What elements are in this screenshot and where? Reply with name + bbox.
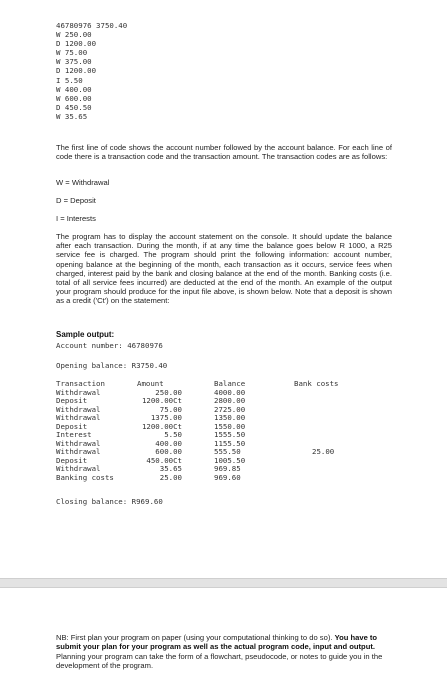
input-line: W 600.00: [56, 93, 92, 103]
input-line: D 1200.00: [56, 39, 97, 49]
input-line: D 1200.00: [56, 66, 97, 76]
nb-bold: You have to submit your plan for your program as well as the actual program code, input and output.: [56, 633, 378, 652]
input-line: W 375.00: [56, 57, 92, 67]
input-file-listing: [56, 21, 127, 121]
code-withdrawal: W = Withdrawal: [56, 178, 110, 187]
amount-column: [134, 379, 182, 482]
amount-cell: 1375.00: [150, 413, 182, 423]
input-line: W 400.00: [56, 84, 92, 94]
bank-cost-cell: [294, 413, 339, 422]
bank-costs-column: [294, 379, 339, 482]
transaction-cell: Withdrawal: [56, 387, 101, 397]
bank-cost-cell: [294, 456, 339, 465]
input-line: W 250.00: [56, 30, 92, 40]
opening-balance-line: Opening balance: R3750.40: [56, 361, 168, 370]
balance-cell: 1350.00: [214, 413, 246, 423]
balance-cell: 969.85: [214, 464, 241, 474]
input-line: I 5.50: [56, 75, 83, 85]
transaction-cell: Deposit: [56, 421, 88, 431]
description-paragraph: The first line of code shows the account number followed by the account balance. For each line of code there is a transaction code and the transaction amount. The transaction codes are as follows:: [56, 143, 392, 162]
bank-cost-cell: [294, 430, 339, 439]
input-line: 46780976 3750.40: [56, 21, 128, 30]
balance-cell: 1155.50: [214, 438, 246, 448]
transaction-cell: Interest: [56, 430, 92, 440]
balance-cell: 2725.00: [214, 404, 246, 414]
transaction-column: [56, 379, 114, 482]
balance-cell: 4000.00: [214, 387, 246, 397]
page-two: [0, 588, 447, 700]
bank-cost-cell: [294, 464, 339, 473]
amount-cell: 400.00: [155, 438, 182, 448]
closing-balance-line: Closing balance: R969.60: [56, 497, 163, 506]
amount-cell: 35.65: [159, 464, 182, 474]
program-paragraph: The program has to display the account statement on the console. It should update the balance after each transaction. During the month, if at any time the balance goes below R 1000, a R25 service fee is charged. The program should print the following information: account number, opening balance at the beginning of the month, each transaction as it occurs, service fees when charged, interest paid by the bank and closing balance at the end of the month. Banking costs (i.e. total of all service fees incurred) are deducted at the end of the month. An example of the output your program should produce for the input file above, is shown below. Note that a deposit is shown as a credit ('Ct') on the statement:: [56, 232, 392, 306]
input-line: W 35.65: [56, 111, 88, 121]
nb-prefix: NB: First plan your program on paper (using your computational thinking to do so).: [56, 633, 333, 642]
header-transaction: Transaction: [56, 379, 105, 388]
code-interest: I = Interests: [56, 214, 96, 223]
nb-suffix: Planning your program can take the form of a flowchart, pseudocode, or notes to guide you in the development of the program.: [56, 651, 383, 671]
amount-cell: 25.00: [159, 473, 182, 483]
transaction-cell: Withdrawal: [56, 404, 101, 414]
header-bank-costs: Bank costs: [294, 379, 339, 388]
nb-note: [56, 633, 392, 671]
input-line: D 450.50: [56, 102, 92, 112]
balance-cell: 1550.00: [214, 421, 246, 431]
amount-cell: 5.50: [164, 430, 182, 440]
balance-cell: 969.60: [214, 473, 241, 483]
balance-cell: 2800.00: [214, 396, 246, 406]
balance-cell: 555.50: [214, 447, 241, 457]
page-divider: [0, 578, 447, 588]
account-number-line: Account number: 46780976: [56, 341, 163, 350]
transaction-cell: Withdrawal: [56, 438, 101, 448]
amount-cell: 75.00: [159, 404, 182, 414]
transaction-cell: Withdrawal: [56, 464, 101, 474]
code-deposit: D = Deposit: [56, 196, 96, 205]
balance-cell: 1005.50: [214, 455, 246, 465]
bank-cost-cell: [294, 405, 339, 414]
input-line: W 75.00: [56, 48, 88, 58]
sample-output-heading: Sample output:: [56, 330, 115, 339]
header-amount: Amount: [137, 379, 164, 388]
amount-cell: 250.00: [155, 387, 182, 397]
transaction-cell: Deposit: [56, 396, 88, 406]
bank-cost-cell: [294, 396, 339, 405]
header-balance: Balance: [214, 379, 246, 388]
amount-cell: 1200.00Ct: [141, 421, 182, 431]
amount-cell: 600.00: [155, 447, 182, 457]
bank-cost-cell: [294, 422, 339, 431]
transaction-cell: Banking costs: [56, 473, 114, 483]
bank-cost-cell: 25.00: [312, 447, 335, 457]
bank-cost-cell: [294, 473, 339, 482]
bank-cost-cell: [294, 439, 339, 448]
amount-cell: 1200.00Ct: [141, 396, 182, 406]
transaction-cell: Deposit: [56, 455, 88, 465]
amount-cell: 450.00Ct: [146, 455, 182, 465]
balance-column: [214, 379, 245, 482]
balance-cell: 1555.50: [214, 430, 246, 440]
transaction-cell: Withdrawal: [56, 447, 101, 457]
transaction-cell: Withdrawal: [56, 413, 101, 423]
bank-cost-cell: [294, 388, 339, 397]
